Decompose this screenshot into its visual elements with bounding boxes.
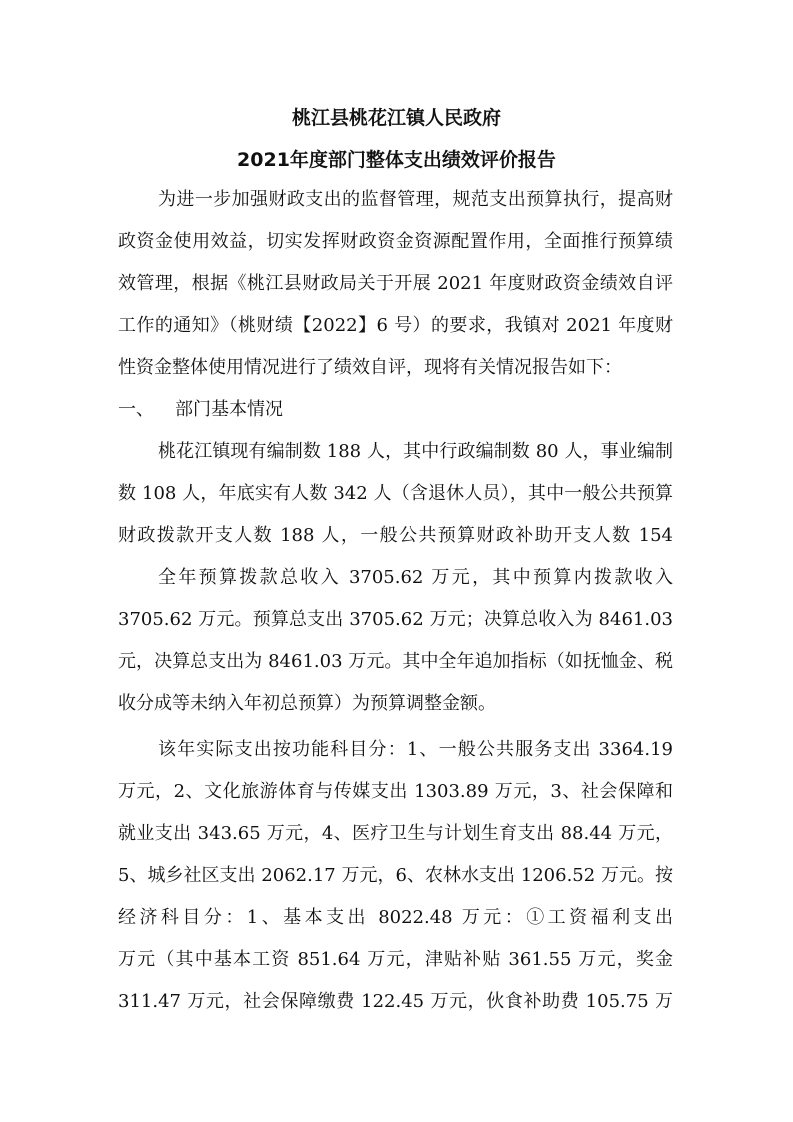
budget-paragraph [118, 557, 673, 725]
paragraph-line: 财政拨款开支人数 188 人，一般公共预算财政补助开支人数 154 [118, 525, 673, 546]
report-title-organization: 桃江县桃花江镇人民政府 [291, 107, 501, 129]
paragraph-line: 数 108 人，年底实有人数 342 人（含退休人员），其中一般公共预算 [118, 483, 673, 504]
paragraph-line: 万元（其中基本工资 851.64 万元，津贴补贴 361.55 万元，奖金 [118, 949, 673, 970]
paragraph-line: 就业支出 343.65 万元，4、医疗卫生与计划生育支出 88.44 万元， [118, 823, 673, 844]
paragraph-line: 元，决算总支出为 8461.03 万元。其中全年追加指标（如抚恤金、税 [118, 651, 673, 672]
section-title: 部门基本情况 [175, 399, 283, 420]
paragraph-line: 经济科目分：1、基本支出 8022.48 万元：①工资福利支出 [118, 907, 673, 928]
paragraph-line: 万元，2、文化旅游体育与传媒支出 1303.89 万元，3、社会保障和 [118, 781, 673, 802]
paragraph-line: 311.47 万元，社会保障缴费 122.45 万元，伙食补助费 105.75 万 [118, 991, 673, 1012]
paragraph-line: 3705.62 万元。预算总支出 3705.62 万元；决算总收入为 8461.03 [118, 609, 673, 630]
intro-paragraph [118, 179, 673, 389]
paragraph-line: 5、城乡社区支出 2062.17 万元，6、农林水支出 1206.52 万元。按 [118, 865, 673, 886]
section-number: 一、 [118, 399, 154, 420]
paragraph-line: 工作的通知》（桃财绩【2022】6 号）的要求，我镇对 2021 年度财 [118, 315, 673, 336]
section-heading [118, 389, 673, 431]
paragraph-line: 政资金使用效益，切实发挥财政资金资源配置作用，全面推行预算绩 [118, 231, 673, 252]
paragraph-line: 性资金整体使用情况进行了绩效自评，现将有关情况报告如下： [118, 357, 622, 378]
expenditure-paragraph [118, 729, 673, 1023]
paragraph-line: 桃花江镇现有编制数 188 人，其中行政编制数 80 人，事业编制 [158, 441, 673, 462]
paragraph-line: 收分成等未纳入年初总预算）为预算调整金额。 [118, 693, 496, 714]
paragraph-line: 效管理，根据《桃江县财政局关于开展 2021 年度财政资金绩效自评 [118, 273, 673, 294]
paragraph-line: 该年实际支出按功能科目分：1、一般公共服务支出 3364.19 [158, 739, 673, 760]
report-body [118, 179, 673, 1023]
paragraph-line: 为进一步加强财政支出的监督管理，规范支出预算执行，提高财 [158, 189, 673, 210]
paragraph-line: 全年预算拨款总收入 3705.62 万元，其中预算内拨款收入 [158, 567, 673, 588]
report-title-subject: 2021年度部门整体支出绩效评价报告 [237, 149, 556, 171]
staff-paragraph [118, 431, 673, 557]
